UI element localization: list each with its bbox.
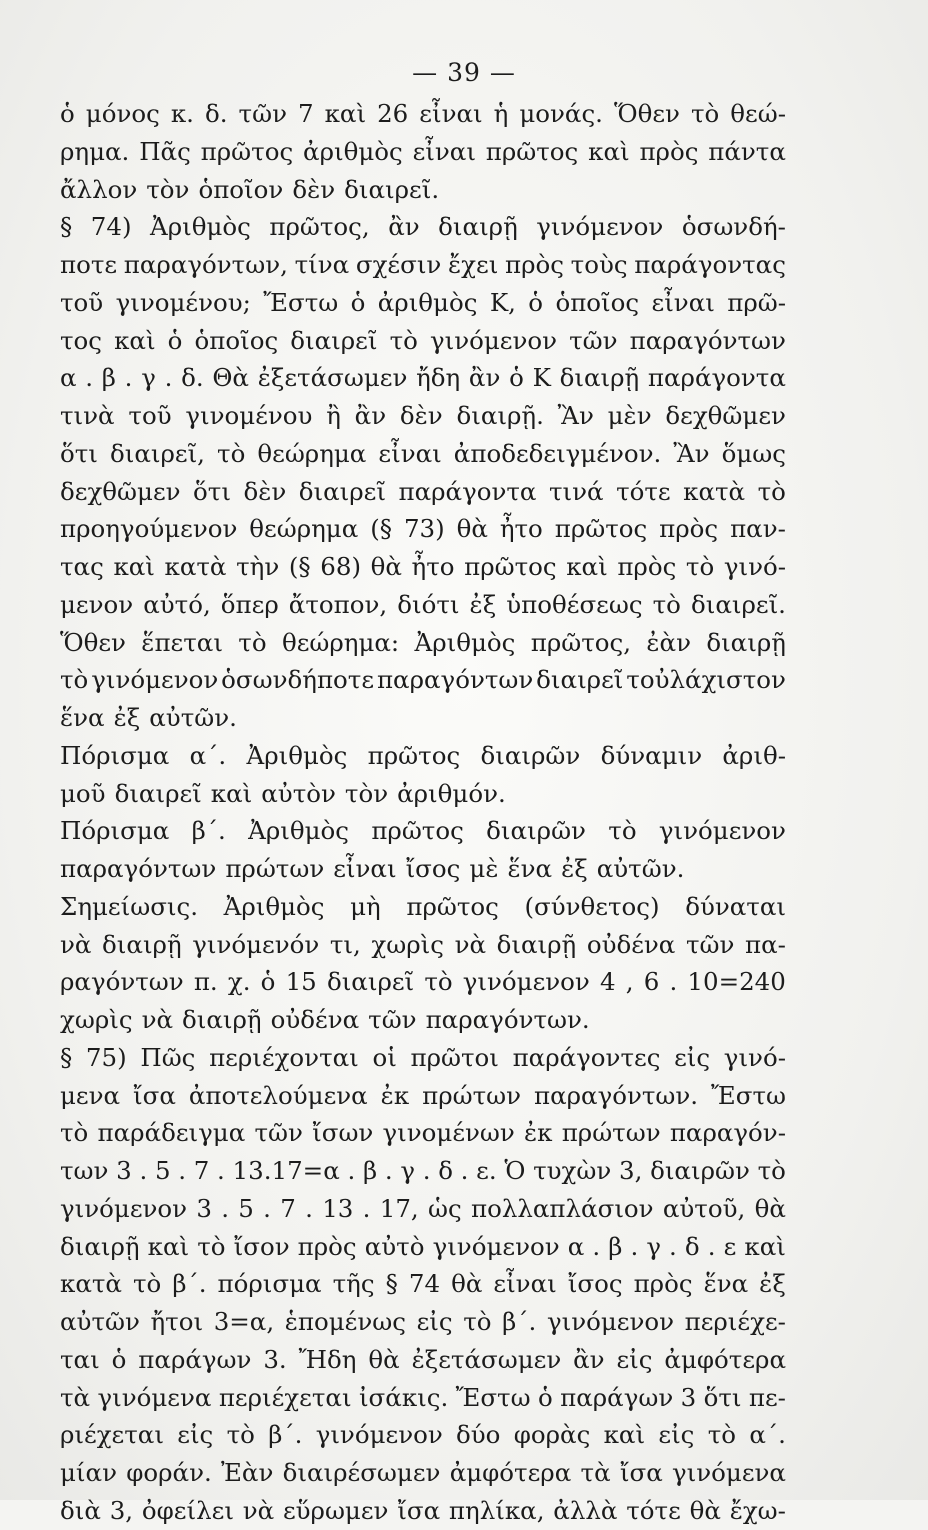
- text-line: αὐτῶν ἤτοι 3=α, ἑπομένως εἰς τὸ β΄. γινόμενον περιέχε-: [60, 1307, 786, 1336]
- text-line: ὁ μόνος κ. δ. τῶν 7 καὶ 26 εἶναι ἡ μονάς. Ὅθεν τὸ θεώ-: [60, 99, 786, 128]
- text-line: προηγούμενον θεώρημα (§ 73) θὰ ἦτο πρῶτος πρὸς παν-: [60, 514, 786, 544]
- text-line: ται ὁ παράγων 3. Ἤδη θὰ ἐξετάσωμεν ἂν εἰς ἀμφότερα: [60, 1344, 786, 1374]
- text-line: τὸ παράδειγμα τῶν ἴσων γινομένων ἐκ πρώτων παραγόν-: [60, 1118, 786, 1148]
- text-line: παραγόντων πρώτων εἶναι ἴσος μὲ ἕνα ἐξ αὐτῶν.: [60, 854, 685, 883]
- text-line: ἕνα ἐξ αὐτῶν.: [60, 703, 237, 732]
- text-line: Ὅθεν ἕπεται τὸ θεώρημα: Ἀριθμὸς πρῶτος, ἐὰν διαιρῇ: [60, 627, 786, 657]
- text-line: μενον αὐτό, ὅπερ ἄτοπον, διότι ἐξ ὑποθέσεως τὸ διαιρεῖ.: [60, 589, 786, 619]
- text-line: ὅτι διαιρεῖ, τὸ θεώρημα εἶναι ἀποδεδειγμένον. Ἂν ὅμως: [60, 438, 786, 468]
- text-line: δεχθῶμεν ὅτι δὲν διαιρεῖ παράγοντα τινά τότε κατὰ τὸ: [60, 476, 786, 506]
- text-line: γινόμενον 3 . 5 . 7 . 13 . 17, ὡς πολλαπλάσιον αὐτοῦ, θὰ: [60, 1193, 786, 1223]
- text-line: διὰ 3, ὀφείλει νὰ εὕρωμεν ἴσα πηλίκα, ἀλλὰ τότε θὰ ἔχω-: [60, 1495, 786, 1525]
- text-line: των 3 . 5 . 7 . 13.17=α . β . γ . δ . ε. Ὁ τυχὼν 3, διαιρῶν τὸ: [60, 1156, 786, 1185]
- text-line: τος καὶ ὁ ὁποῖος διαιρεῖ τὸ γινόμενον τῶν παραγόντων: [60, 325, 786, 355]
- text-line: τὰ γινόμενα περιέχεται ἰσάκις. Ἔστω ὁ παράγων 3 ὅτι πε-: [60, 1382, 786, 1412]
- text-line: § 75) Πῶς περιέχονται οἱ πρῶτοι παράγοντες εἰς γινό-: [60, 1042, 786, 1072]
- text-line: μοῦ διαιρεῖ καὶ αὐτὸν τὸν ἀριθμόν.: [60, 778, 506, 808]
- text-line: τοῦ γινομένου; Ἔστω ὁ ἀριθμὸς Κ, ὁ ὁποῖος εἶναι πρῶ-: [60, 287, 786, 317]
- text-line: διαιρῇ καὶ τὸ ἴσον πρὸς αὐτὸ γινόμενον α . β . γ . δ . ε καὶ: [60, 1231, 786, 1261]
- text-line: ριέχεται εἰς τὸ β΄. γινόμενον δύο φορὰς καὶ εἰς τὸ α΄.: [60, 1420, 786, 1450]
- text-line: § 74) Ἀριθμὸς πρῶτος, ἂν διαιρῇ γινόμενον ὁσωνδή-: [60, 212, 786, 242]
- text-line: Σημείωσις. Ἀριθμὸς μὴ πρῶτος (σύνθετος) δύναται: [60, 891, 786, 921]
- text-line: ποτε παραγόντων, τίνα σχέσιν ἔχει πρὸς τοὺς παράγοντας: [60, 250, 786, 279]
- text-line: ρημα. Πᾶς πρῶτος ἀριθμὸς εἶναι πρῶτος καὶ πρὸς πάντα: [60, 136, 786, 166]
- page-number: — 39 —: [412, 58, 516, 87]
- text-line: ραγόντων π. χ. ὁ 15 διαιρεῖ τὸ γινόμενον 4 , 6 . 10=240: [60, 967, 786, 997]
- text-line: ἄλλον τὸν ὁποῖον δὲν διαιρεῖ.: [60, 174, 440, 204]
- text-line: α . β . γ . δ. Θὰ ἐξετάσωμεν ἤδη ἂν ὁ Κ διαιρῇ παράγοντα: [60, 363, 786, 393]
- text-line: νὰ διαιρῇ γινόμενόν τι, χωρὶς νὰ διαιρῇ οὐδένα τῶν πα-: [60, 929, 786, 959]
- text-line: χωρὶς νὰ διαιρῇ οὐδένα τῶν παραγόντων.: [60, 1005, 590, 1034]
- text-line: τας καὶ κατὰ τὴν (§ 68) θὰ ἦτο πρῶτος καὶ πρὸς τὸ γινό-: [60, 552, 786, 581]
- text-line: Πόρισμα α΄. Ἀριθμὸς πρῶτος διαιρῶν δύναμιν ἀριθ-: [60, 740, 786, 770]
- text-line: μίαν φοράν. Ἐὰν διαιρέσωμεν ἀμφότερα τὰ ἴσα γινόμενα: [60, 1458, 786, 1487]
- text-line: Πόρισμα β΄. Ἀριθμὸς πρῶτος διαιρῶν τὸ γινόμενον: [60, 816, 786, 846]
- text-line: τὸ γινόμενον ὁσωνδήποτε παραγόντων διαιρεῖ τοὐλάχιστον: [60, 665, 786, 695]
- text-line: κατὰ τὸ β΄. πόρισμα τῆς § 74 θὰ εἶναι ἴσος πρὸς ἕνα ἐξ: [60, 1269, 786, 1299]
- text-line: τινὰ τοῦ γινομένου ἢ ἂν δὲν διαιρῇ. Ἂν μὲν δεχθῶμεν: [60, 401, 786, 430]
- body-text: [60, 95, 786, 1530]
- text-line: μενα ἴσα ἀποτελούμενα ἐκ πρώτων παραγόντων. Ἔστω: [60, 1080, 786, 1110]
